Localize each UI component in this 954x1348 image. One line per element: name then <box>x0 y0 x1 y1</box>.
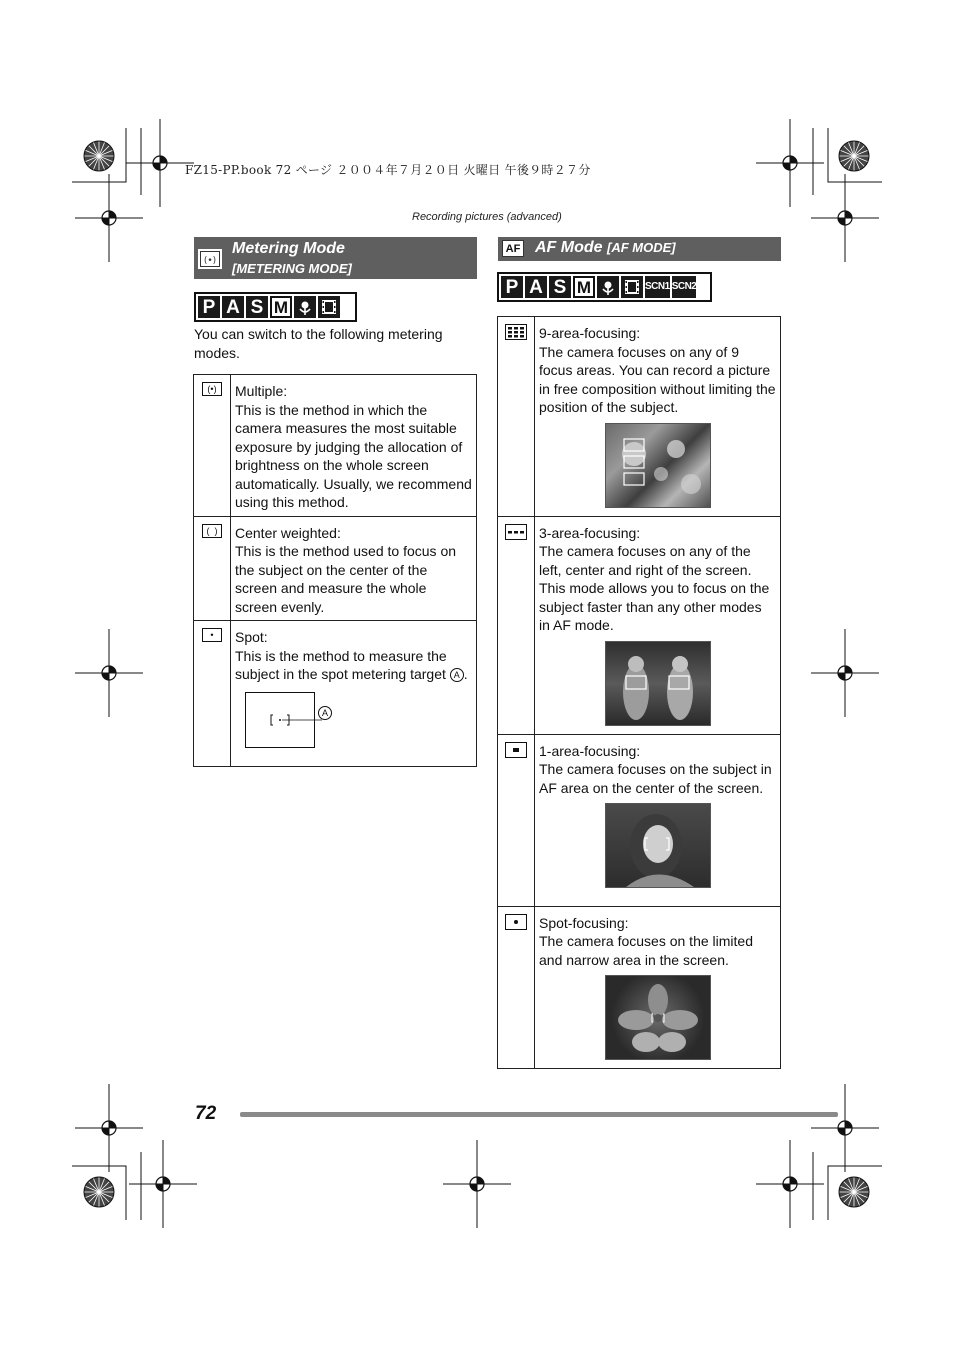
mode-p-icon: P <box>501 276 523 298</box>
af-subtitle: [AF MODE] <box>607 240 676 255</box>
af-table <box>497 316 781 1069</box>
mode-s-icon: S <box>246 296 268 318</box>
multiple-metering-icon: (•) <box>202 382 222 396</box>
table-row <box>498 734 781 906</box>
scene2-mode-icon: SCN2 <box>672 276 697 298</box>
af-mode-header <box>498 237 781 261</box>
metering-mode-strip <box>194 292 357 322</box>
item-title: Spot: <box>235 629 268 645</box>
metering-icon <box>198 249 222 269</box>
running-head: Recording pictures (advanced) <box>412 211 562 223</box>
callout-a-label: A <box>318 706 332 720</box>
table-row <box>194 375 477 517</box>
three-area-photo <box>605 641 711 726</box>
metering-title: Metering Mode <box>232 240 345 257</box>
macro-mode-icon <box>597 276 619 298</box>
metering-subtitle: [METERING MODE] <box>232 261 352 276</box>
item-title: Spot-focusing: <box>539 914 629 931</box>
mode-m-icon: M <box>270 296 292 318</box>
item-title: 3-area-focusing: <box>539 524 641 541</box>
item-body: This is the method used to focus on the subject on the center of the screen and measure the whole screen evenly. <box>235 543 457 615</box>
item-body: The camera focuses on the subject in AF area on the center of the screen. <box>539 761 772 796</box>
item-body: This is the method to measure the subject in the spot metering target <box>235 647 447 682</box>
spot-target-diagram <box>245 692 315 748</box>
spot-focus-icon <box>505 914 527 930</box>
af-mode-strip <box>497 272 712 302</box>
item-body: This is the method in which the camera measures the most suitable exposure by judging the allocation of brightness on the whole screen automatically. Usually, we recommend using this method. <box>235 401 472 510</box>
spot-metering-icon: • <box>202 628 222 642</box>
one-area-photo <box>605 803 711 888</box>
mode-p-icon: P <box>198 296 220 318</box>
table-row <box>194 516 477 621</box>
item-title: 1-area-focusing: <box>539 742 641 759</box>
mode-a-icon: A <box>525 276 547 298</box>
mode-s-icon: S <box>549 276 571 298</box>
callout-a-marker: A <box>450 668 464 682</box>
movie-mode-icon <box>621 276 643 298</box>
one-area-icon <box>505 742 527 758</box>
metering-table <box>193 374 477 767</box>
page-rule <box>240 1112 838 1117</box>
movie-mode-icon <box>318 296 340 318</box>
item-body: The camera focuses on any of 9 focus areas. You can record a picture in free composition without limiting the position of the subject. <box>539 343 776 415</box>
item-body: The camera focuses on the limited and narrow area in the screen. <box>539 933 753 968</box>
three-area-icon <box>505 524 527 540</box>
print-header: FZ15-PP.book 72 ページ ２００４年７月２０日 火曜日 午後９時２７分 <box>185 163 591 177</box>
center-weighted-icon: ( ) <box>202 524 222 538</box>
mode-m-icon: M <box>573 276 595 298</box>
table-row <box>498 516 781 734</box>
macro-mode-icon <box>294 296 316 318</box>
metering-intro: You can switch to the following metering modes. <box>194 326 443 361</box>
table-row <box>498 906 781 1069</box>
item-body: The camera focuses on any of the left, center and right of the screen. This mode allows you to focus on the subject faster than any other modes in AF mode. <box>539 543 770 633</box>
scene1-mode-icon: SCN1 <box>645 276 670 298</box>
af-title: AF Mode <box>535 239 603 256</box>
item-title: Multiple: <box>235 383 288 399</box>
page-number: 72 <box>195 1103 217 1124</box>
metering-mode-header <box>194 237 477 279</box>
item-title: 9-area-focusing: <box>539 325 641 341</box>
nine-area-photo <box>605 423 711 508</box>
mode-a-icon: A <box>222 296 244 318</box>
nine-area-icon <box>505 324 527 340</box>
af-icon: AF <box>502 240 524 257</box>
item-title: Center weighted: <box>235 524 341 541</box>
item-body-tail: . <box>463 666 468 682</box>
table-row <box>194 621 477 767</box>
svg-text:(•): (•) <box>203 256 217 266</box>
table-row <box>498 317 781 517</box>
spot-focus-photo <box>605 975 711 1060</box>
